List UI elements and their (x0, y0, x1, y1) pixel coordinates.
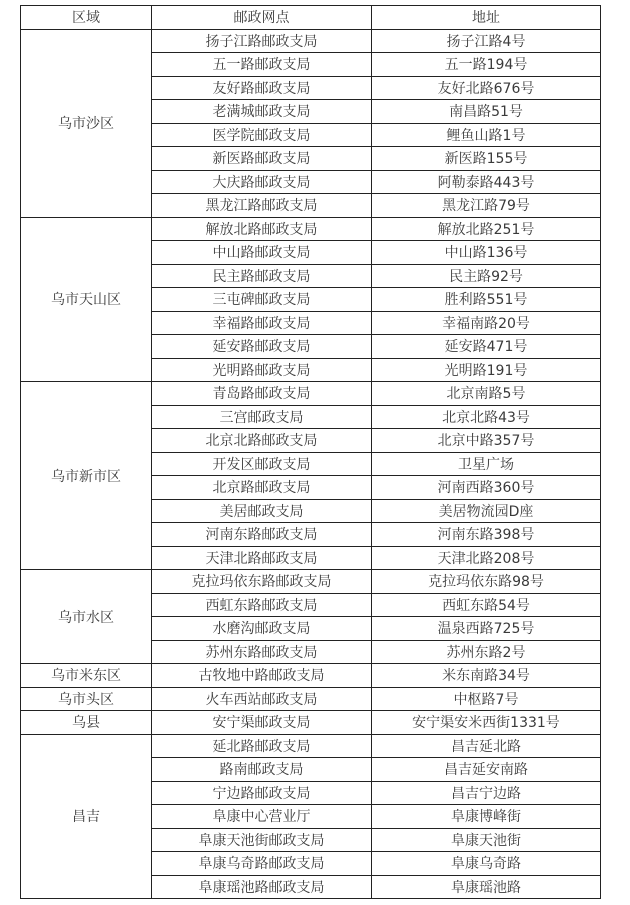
post-office-cell: 青岛路邮政支局 (152, 382, 372, 406)
table-row (21, 687, 601, 711)
post-office-cell: 阜康天池街邮政支局 (152, 828, 372, 852)
post-office-cell: 路南邮政支局 (152, 758, 372, 782)
post-office-cell: 友好路邮政支局 (152, 76, 372, 100)
header-address: 地址 (372, 6, 601, 30)
address-cell: 温泉西路725号 (372, 617, 601, 641)
address-cell: 西虹东路54号 (372, 593, 601, 617)
address-cell: 天津北路208号 (372, 546, 601, 570)
post-office-cell: 三屯碑邮政支局 (152, 288, 372, 312)
post-office-cell: 安宁渠邮政支局 (152, 711, 372, 735)
table-row (21, 570, 601, 594)
post-office-cell: 北京北路邮政支局 (152, 429, 372, 453)
address-cell: 阿勒泰路443号 (372, 170, 601, 194)
post-office-cell: 中山路邮政支局 (152, 241, 372, 265)
address-cell: 中枢路7号 (372, 687, 601, 711)
post-office-cell: 三宫邮政支局 (152, 405, 372, 429)
address-cell: 克拉玛依东路98号 (372, 570, 601, 594)
district-cell: 乌市天山区 (21, 217, 152, 382)
address-cell: 昌吉延北路 (372, 734, 601, 758)
post-office-cell: 开发区邮政支局 (152, 452, 372, 476)
address-cell: 卫星广场 (372, 452, 601, 476)
address-cell: 南昌路51号 (372, 100, 601, 124)
address-cell: 扬子江路4号 (372, 29, 601, 53)
table-row (21, 29, 601, 53)
address-cell: 米东南路34号 (372, 664, 601, 688)
address-cell: 阜康乌奇路 (372, 852, 601, 876)
address-cell: 新医路155号 (372, 147, 601, 171)
district-cell: 乌市水区 (21, 570, 152, 664)
address-cell: 昌吉宁边路 (372, 781, 601, 805)
table-row (21, 217, 601, 241)
district-cell: 乌市米东区 (21, 664, 152, 688)
post-office-cell: 宁边路邮政支局 (152, 781, 372, 805)
post-office-cell: 水磨沟邮政支局 (152, 617, 372, 641)
address-cell: 鲤鱼山路1号 (372, 123, 601, 147)
district-cell: 乌县 (21, 711, 152, 735)
table-row (21, 382, 601, 406)
post-office-cell: 扬子江路邮政支局 (152, 29, 372, 53)
post-office-cell: 阜康瑶池路邮政支局 (152, 875, 372, 899)
header-row (21, 6, 601, 30)
post-office-cell: 火车西站邮政支局 (152, 687, 372, 711)
address-cell: 美居物流园D座 (372, 499, 601, 523)
post-office-table (20, 5, 601, 899)
post-office-cell: 延北路邮政支局 (152, 734, 372, 758)
address-cell: 中山路136号 (372, 241, 601, 265)
post-office-cell: 天津北路邮政支局 (152, 546, 372, 570)
post-office-cell: 西虹东路邮政支局 (152, 593, 372, 617)
post-office-cell: 阜康中心营业厅 (152, 805, 372, 829)
header-district: 区域 (21, 6, 152, 30)
post-office-cell: 延安路邮政支局 (152, 335, 372, 359)
post-office-cell: 幸福路邮政支局 (152, 311, 372, 335)
address-cell: 河南西路360号 (372, 476, 601, 500)
district-cell: 昌吉 (21, 734, 152, 899)
address-cell: 河南东路398号 (372, 523, 601, 547)
header-post-office: 邮政网点 (152, 6, 372, 30)
table-row (21, 664, 601, 688)
post-office-cell: 美居邮政支局 (152, 499, 372, 523)
address-cell: 安宁渠安米西街1331号 (372, 711, 601, 735)
address-cell: 北京北路43号 (372, 405, 601, 429)
district-cell: 乌市沙区 (21, 29, 152, 217)
post-office-cell: 光明路邮政支局 (152, 358, 372, 382)
post-office-cell: 民主路邮政支局 (152, 264, 372, 288)
address-cell: 阜康博峰街 (372, 805, 601, 829)
address-cell: 黑龙江路79号 (372, 194, 601, 218)
post-office-cell: 大庆路邮政支局 (152, 170, 372, 194)
address-cell: 延安路471号 (372, 335, 601, 359)
address-cell: 北京南路5号 (372, 382, 601, 406)
address-cell: 五一路194号 (372, 53, 601, 77)
post-office-cell: 克拉玛依东路邮政支局 (152, 570, 372, 594)
post-office-cell: 老满城邮政支局 (152, 100, 372, 124)
post-office-cell: 医学院邮政支局 (152, 123, 372, 147)
post-office-cell: 河南东路邮政支局 (152, 523, 372, 547)
table-row (21, 734, 601, 758)
address-cell: 民主路92号 (372, 264, 601, 288)
address-cell: 光明路191号 (372, 358, 601, 382)
post-office-cell: 北京路邮政支局 (152, 476, 372, 500)
address-cell: 昌吉延安南路 (372, 758, 601, 782)
district-cell: 乌市新市区 (21, 382, 152, 570)
district-cell: 乌市头区 (21, 687, 152, 711)
address-cell: 阜康瑶池路 (372, 875, 601, 899)
post-office-cell: 五一路邮政支局 (152, 53, 372, 77)
address-cell: 幸福南路20号 (372, 311, 601, 335)
table-body (21, 29, 601, 899)
post-office-cell: 新医路邮政支局 (152, 147, 372, 171)
post-office-cell: 解放北路邮政支局 (152, 217, 372, 241)
address-cell: 友好北路676号 (372, 76, 601, 100)
post-office-cell: 苏州东路邮政支局 (152, 640, 372, 664)
address-cell: 北京中路357号 (372, 429, 601, 453)
post-office-cell: 黑龙江路邮政支局 (152, 194, 372, 218)
address-cell: 苏州东路2号 (372, 640, 601, 664)
post-office-cell: 古牧地中路邮政支局 (152, 664, 372, 688)
address-cell: 解放北路251号 (372, 217, 601, 241)
post-office-cell: 阜康乌奇路邮政支局 (152, 852, 372, 876)
table-row (21, 711, 601, 735)
address-cell: 胜利路551号 (372, 288, 601, 312)
address-cell: 阜康天池街 (372, 828, 601, 852)
